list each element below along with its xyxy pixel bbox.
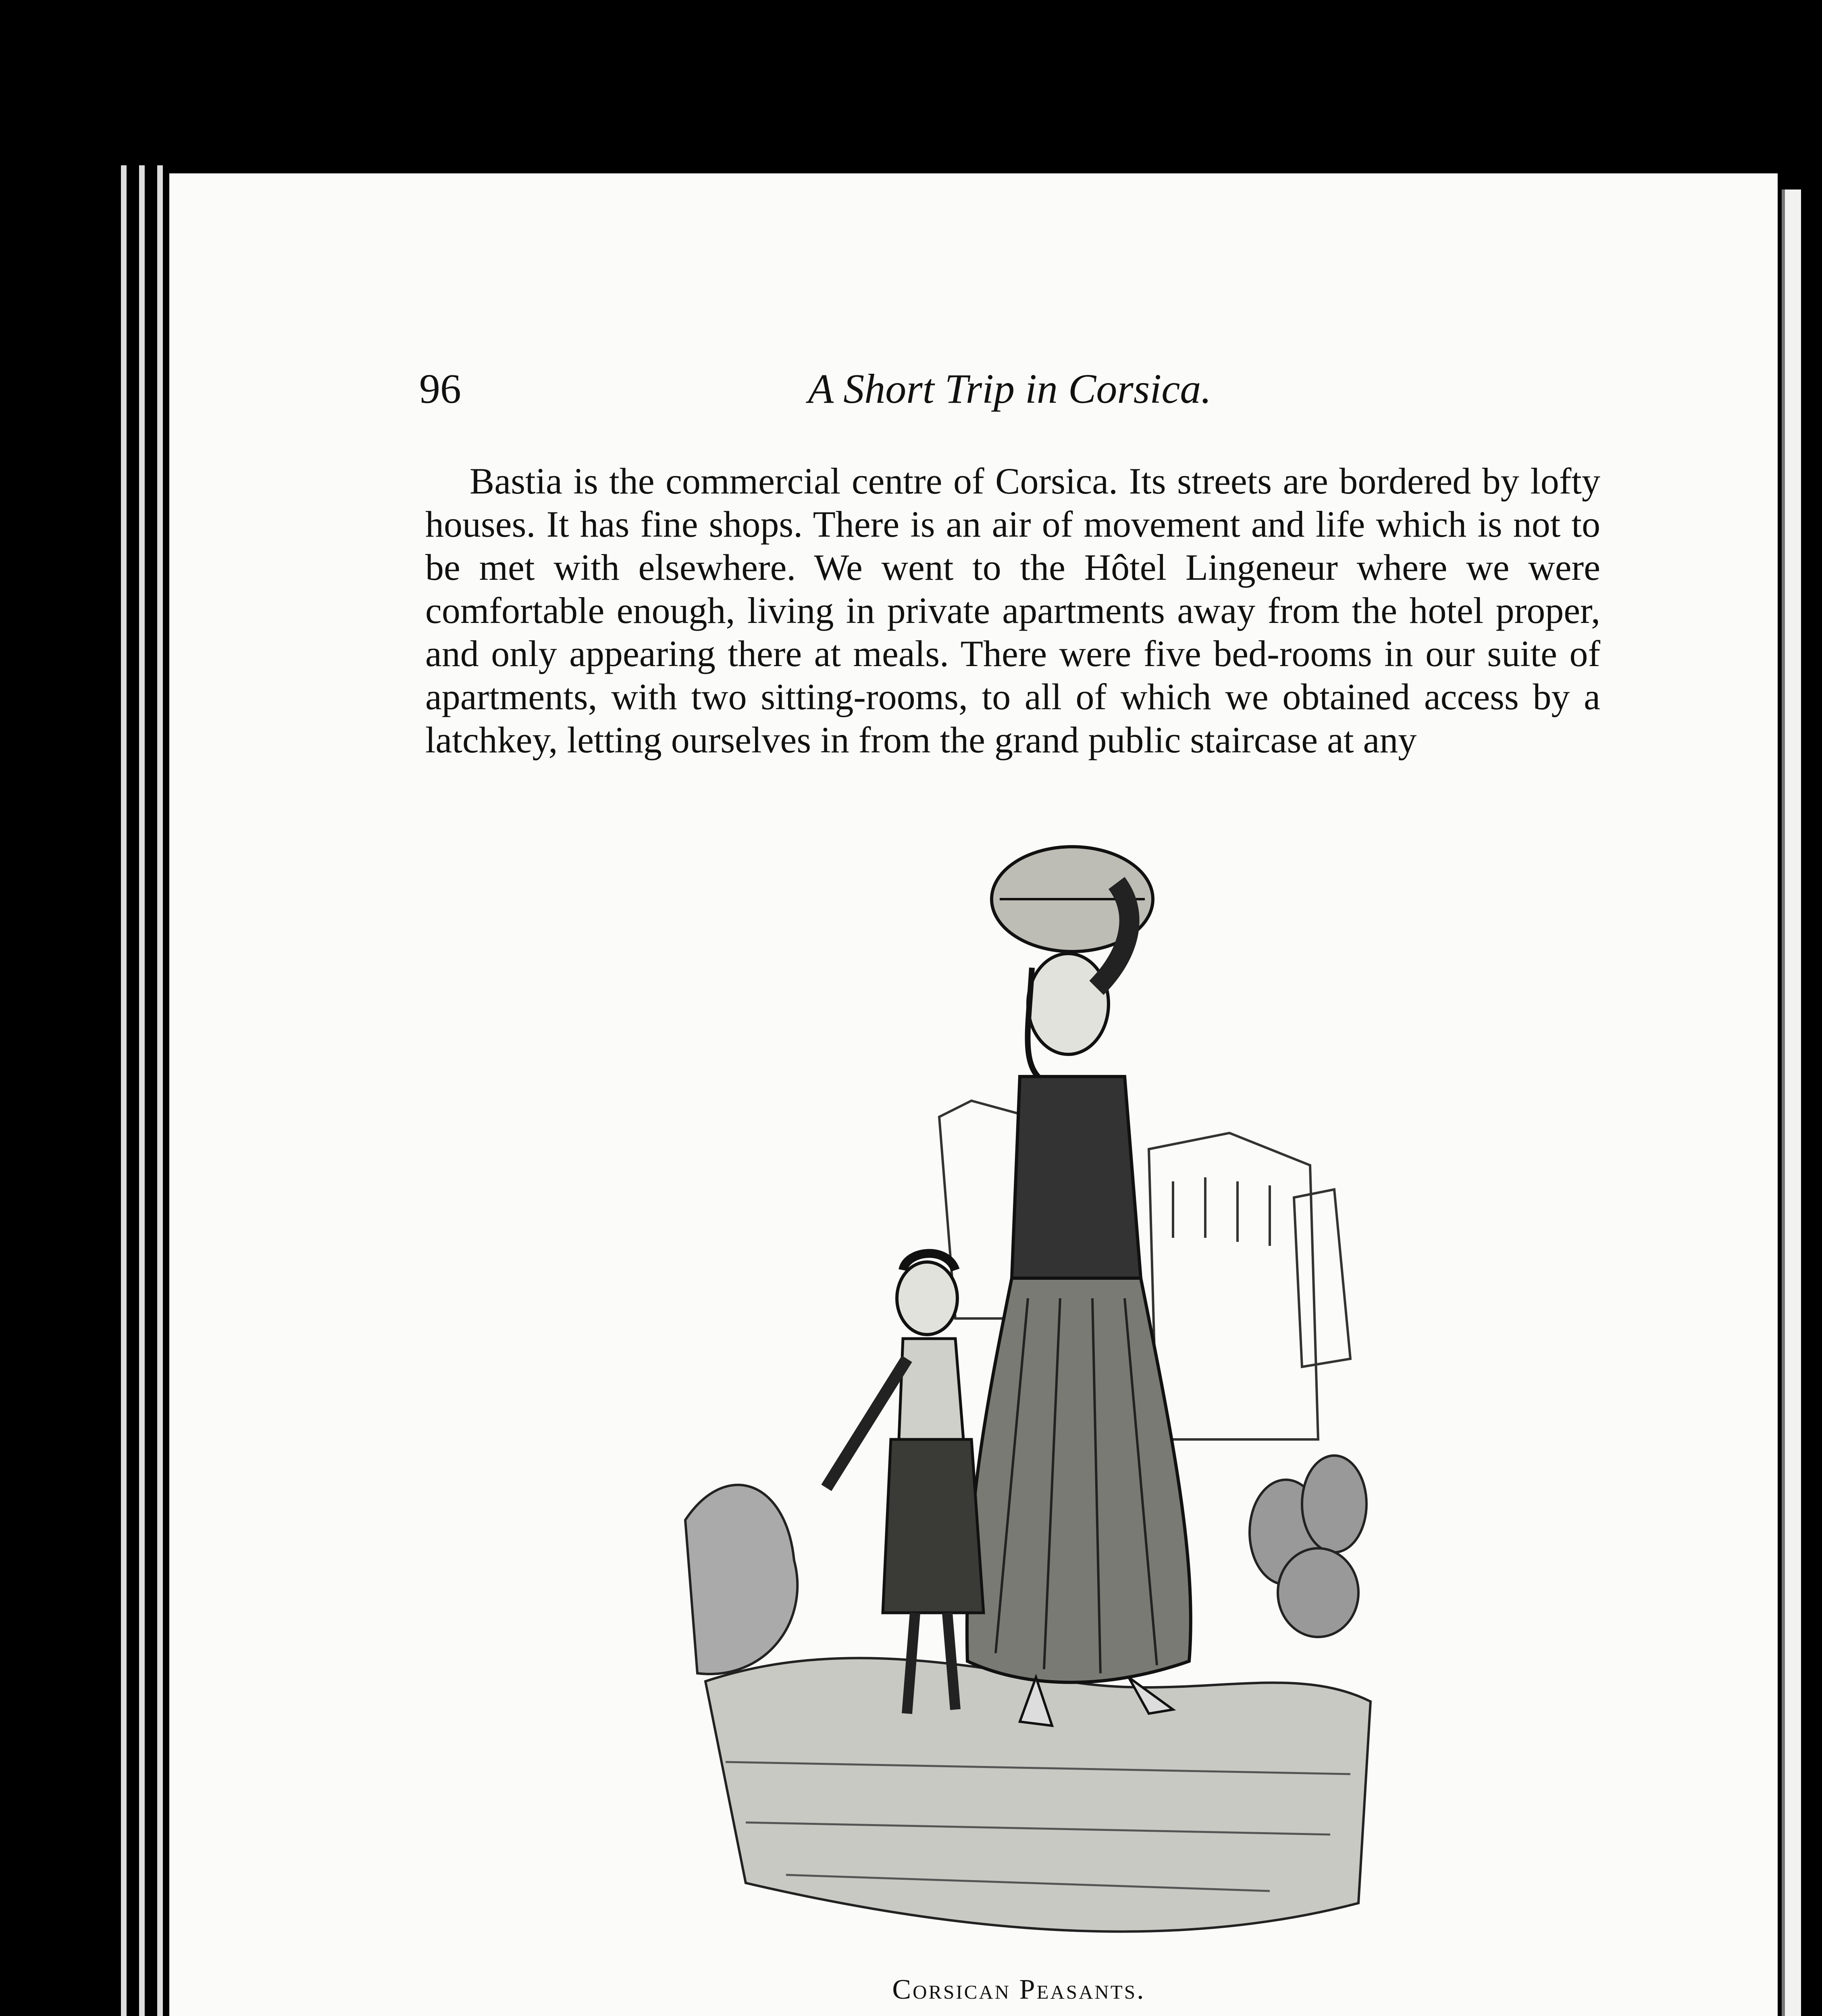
running-title: A Short Trip in Corsica. — [808, 366, 1212, 412]
paragraph-1: Bastia is the commercial centre of Corsica. Its streets are bordered by lofty houses. It has fine shops. There is an air of movement and life which is not to be met with elsewhere. We went to the Hôtel Lingeneur where we were comfortable enough, living in private apartments away from the hotel proper, and only appearing there at meals. There were five bed-rooms in our suite of apartments, with two sitting-rooms, to all of which we obtained access by a latchkey, letting ourselves in from the grand public staircase at any — [425, 460, 1600, 760]
figure-caption: Corsican Peasants. — [892, 1974, 1146, 2005]
engraving-illustration-icon — [665, 835, 1391, 1968]
illustration-figure — [665, 835, 1391, 1968]
page-edge-left-2 — [139, 165, 145, 2016]
page-header — [419, 365, 1600, 425]
page-edge-left-3 — [157, 165, 163, 2016]
page-edge-right — [1782, 190, 1801, 2016]
page-number: 96 — [419, 366, 461, 412]
page-edge-left-1 — [121, 165, 127, 2016]
